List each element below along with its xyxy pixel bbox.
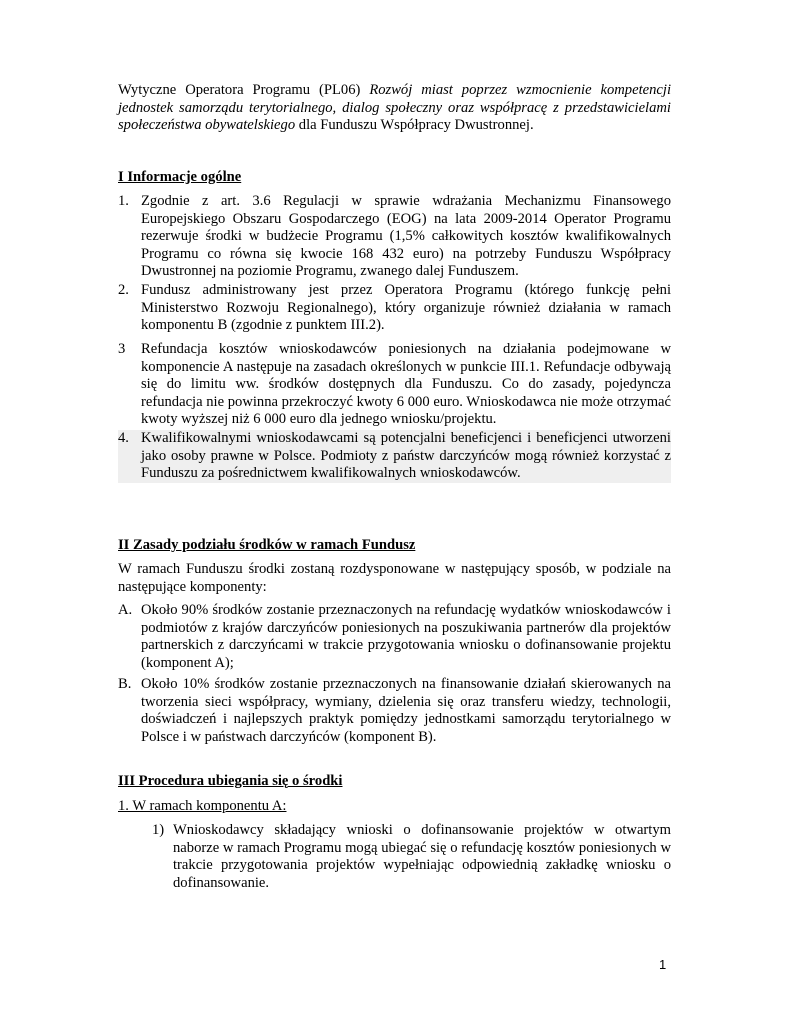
- section-1-item-1: [118, 193, 671, 281]
- section-1-heading: I Informacje ogólne: [118, 169, 242, 185]
- item-number: 3: [118, 341, 126, 357]
- item-text: Wnioskodawcy składający wnioski o dofinansowanie projektów w otwartym naborze w ramach Programu mogą ubiegać się o refundację kosztów poniesionych w trakcie przygotowania projektów wypełniając odpowiednią zakładkę wniosku o dofinansowanie.: [173, 822, 671, 891]
- item-text: Około 90% środków zostanie przeznaczonych na refundację wydatków wnioskodawców i podmiotów z krajów darczyńców poniesionych na poszukiwania partnerów dla projektów partnerskich z darczyńcami w trakcie przygotowania wniosku o dofinansowanie projektu (komponent A);: [141, 602, 671, 671]
- section-2-intro: W ramach Funduszu środki zostaną rozdysponowane w następujący sposób, w podziale na następujące komponenty:: [118, 561, 671, 595]
- item-text: Zgodnie z art. 3.6 Regulacji w sprawie wdrażania Mechanizmu Finansowego Europejskiego Obszaru Gospodarczego (EOG) na lata 2009-2014 Operator Programu rezerwuje środki w budżecie Programu (1,5% całkowitych kosztów kwalifikowalnych Programu co równa się kwocie 168 432 euro) na potrzeby Funduszu Współpracy Dwustronnej na poziomie Programu, zwanego dalej Funduszem.: [141, 193, 671, 280]
- item-number: 1): [152, 822, 165, 838]
- item-number: 4.: [118, 430, 129, 446]
- section-1-item-2: [118, 282, 671, 335]
- item-text: Kwalifikowalnymi wnioskodawcami są potencjalni beneficjenci i beneficjenci utworzeni jako osoby prawne w Polsce. Podmioty z państw darczyńców mogą również korzystać z Funduszu za pośrednictwem kwalifikowalnych wnioskodawców.: [141, 430, 671, 482]
- section-1-item-3: [118, 341, 671, 429]
- section-2-heading: II Zasady podziału środków w ramach Fundusz: [118, 537, 416, 553]
- item-text: Refundacja kosztów wnioskodawców poniesionych na działania podejmowane w komponencie A następuje na zasadach określonych w punkcie III.1. Refundacje odbywają się do limitu ww. środków dostępnych dla Funduszu. Co do zasady, pojedyncza refundacja nie powinna przekroczyć kwoty 6 000 euro. Wnioskodawca nie może otrzymać kwoty wyższej niż 6 000 euro dla jednego wniosku/projektu.: [141, 341, 671, 428]
- section-3-subheading: 1. W ramach komponentu A:: [118, 798, 287, 814]
- item-number: 2.: [118, 282, 129, 298]
- item-letter: B.: [118, 676, 132, 692]
- item-letter: A.: [118, 602, 133, 618]
- section-2-item-a: [118, 602, 671, 672]
- page-number: 1: [659, 957, 667, 972]
- item-text: Około 10% środków zostanie przeznaczonych na finansowanie działań skierowanych na tworzenia sieci współpracy, wymiany, dzielenia się oraz transferu wiedzy, technologii, doświadczeń i najlepszych praktyk pomiędzy jednostkami samorządu terytorialnego w Polsce i w państwach darczyńców (komponent B).: [141, 676, 671, 745]
- section-1-item-4: [118, 430, 671, 483]
- section-3-heading: III Procedura ubiegania się o środki: [118, 773, 343, 789]
- intro-suffix: dla Funduszu Współpracy Dwustronnej.: [295, 117, 534, 134]
- document-intro: [118, 82, 671, 135]
- section-3-item-1: [152, 822, 671, 892]
- item-text: Fundusz administrowany jest przez Operatora Programu (którego funkcję pełni Ministerstwo Rozwoju Regionalnego), który organizuje również działania w ramach komponentu B (zgodnie z punktem III.2).: [141, 282, 671, 334]
- item-number: 1.: [118, 193, 129, 209]
- intro-prefix: Wytyczne Operatora Programu (PL06): [118, 82, 370, 98]
- section-2-item-b: [118, 676, 671, 746]
- intro-italic-title: Rozwój miast poprzez wzmocnienie kompetencji jednostek samorządu terytorialnego, dialog społeczny oraz współpracę z przedstawicielami społeczeństwa obywatelskiego: [118, 82, 671, 134]
